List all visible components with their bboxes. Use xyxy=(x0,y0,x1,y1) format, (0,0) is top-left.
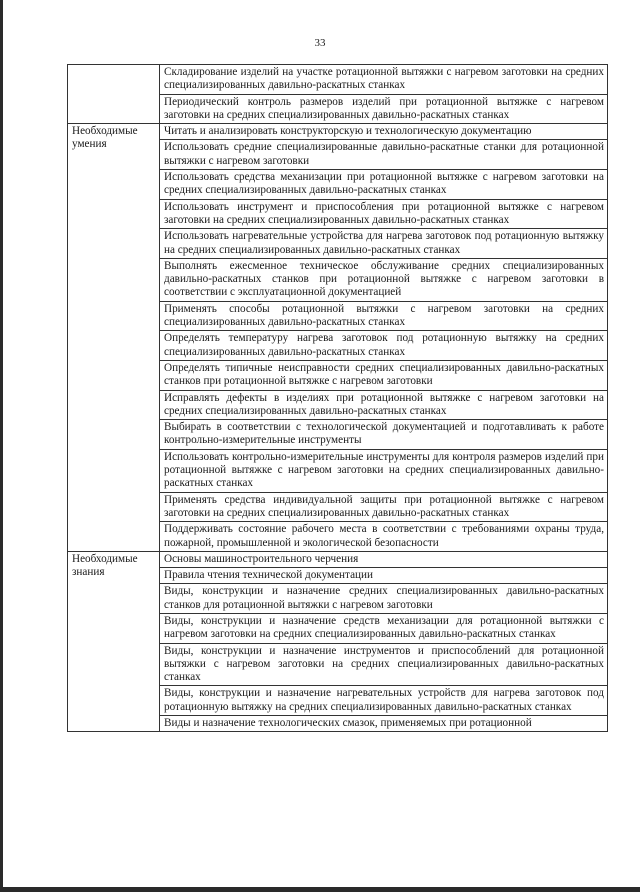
knowledge-label: Необходимые знания xyxy=(72,552,138,579)
table-cell: Периодический контроль размеров изделий при ротационной вытяжке с нагревом заготовки на средних специализированных давильно-раскатных станках xyxy=(160,94,608,124)
table-cell: Виды, конструкции и назначение нагревательных устройств для нагрева заготовок под ротационную вытяжку на средних специализированных давильно-раскатных станках xyxy=(160,686,608,716)
table-cell: Виды, конструкции и назначение средств механизации для ротационной вытяжки с нагревом заготовки на средних специализированных давильно-раскатных станках xyxy=(160,613,608,643)
table-cell: Применять способы ротационной вытяжки с нагревом заготовки на средних специализированных давильно-раскатных станках xyxy=(160,301,608,331)
table-cell: Применять средства индивидуальной защиты при ротационной вытяжке с нагревом заготовки на средних специализированных давильно-раскатных станках xyxy=(160,492,608,522)
requirements-table xyxy=(67,64,608,732)
scan-edge-bottom xyxy=(0,887,640,892)
scan-edge-left xyxy=(0,0,3,892)
table-row xyxy=(68,551,608,567)
skills-label-cell xyxy=(68,124,160,552)
table-cell: Выполнять ежесменное техническое обслуживание средних специализированных давильно-раскатных станков при ротационной вытяжке с нагревом заготовки в соответствии с эксплуатационной документацией xyxy=(160,258,608,301)
table-row xyxy=(68,124,608,140)
table-cell: Использовать контрольно-измерительные инструменты для контроля размеров изделий при ротационной вытяжке с нагревом заготовки на средних специализированных давильно-раскатных станках xyxy=(160,449,608,492)
table-cell: Определять типичные неисправности средних специализированных давильно-раскатных станков при ротационной вытяжке с нагревом заготовки xyxy=(160,360,608,390)
table-cell: Выбирать в соответствии с технологической документацией и подготавливать к работе контрольно-измерительные инструменты xyxy=(160,420,608,450)
table-cell: Виды, конструкции и назначение инструментов и приспособлений для ротационной вытяжки с нагревом заготовки на средних специализированных давильно-раскатных станках xyxy=(160,643,608,686)
empty-label-cell xyxy=(68,65,160,124)
table-cell: Исправлять дефекты в изделиях при ротационной вытяжке с нагревом заготовки на средних специализированных давильно-раскатных станках xyxy=(160,390,608,420)
table-cell: Складирование изделий на участке ротационной вытяжки с нагревом заготовки на средних специализированных давильно-раскатных станках xyxy=(160,65,608,95)
table-cell: Основы машиностроительного черчения xyxy=(160,551,608,567)
skills-label: Необходимые умения xyxy=(72,125,138,151)
table-row xyxy=(68,65,608,95)
table-cell: Использовать инструмент и приспособления при ротационной вытяжке с нагревом заготовки на средних специализированных давильно-раскатных станках xyxy=(160,199,608,229)
table-cell: Виды, конструкции и назначение средних специализированных давильно-раскатных станков для ротационной вытяжки с нагревом заготовки xyxy=(160,584,608,614)
table-cell: Правила чтения технической документации xyxy=(160,568,608,584)
table-cell: Определять температуру нагрева заготовок под ротационную вытяжку на средних специализированных давильно-раскатных станках xyxy=(160,331,608,361)
table-cell: Использовать нагревательные устройства для нагрева заготовок под ротационную вытяжку на средних специализированных давильно-раскатных станках xyxy=(160,229,608,259)
table-cell: Виды и назначение технологических смазок, применяемых при ротационной xyxy=(160,716,608,732)
table-cell: Использовать средства механизации при ротационной вытяжке с нагревом заготовки на средних специализированных давильно-раскатных станках xyxy=(160,170,608,200)
page-number: 33 xyxy=(314,37,326,49)
table-cell: Читать и анализировать конструкторскую и технологическую документацию xyxy=(160,124,608,140)
table-cell: Использовать средние специализированные давильно-раскатные станки для ротационной вытяжки с нагревом заготовки xyxy=(160,140,608,170)
knowledge-label-cell xyxy=(68,551,160,732)
table-cell: Поддерживать состояние рабочего места в соответствии с требованиями охраны труда, пожарной, промышленной и экологической безопасности xyxy=(160,522,608,552)
